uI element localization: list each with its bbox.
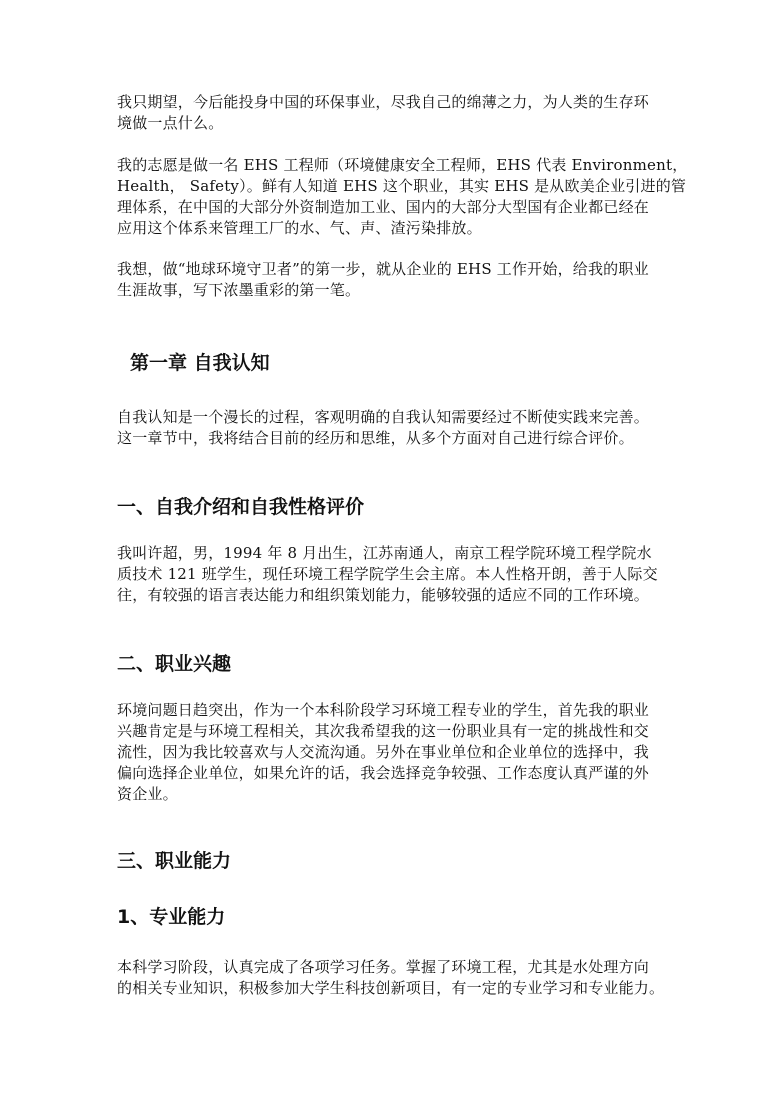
text-line: 我只期望，今后能投身中国的环保事业，尽我自己的绵薄之力，为人类的生存环 — [117, 93, 650, 111]
text-line: 我的志愿是做一名 EHS 工程师（环境健康安全工程师，EHS 代表 Environment， — [117, 156, 688, 174]
chapter-paragraph — [117, 407, 665, 449]
text-line: 往，有较强的语言表达能力和组织策划能力，能够较强的适应不同的工作环境。 — [117, 586, 650, 604]
intro-paragraph-3 — [117, 259, 665, 301]
text-line: 我叫许超，男，1994 年 8 月出生，江苏南通人，南京工程学院环境工程学院水 — [117, 544, 652, 562]
text-line: 境做一点什么。 — [117, 114, 224, 132]
text-line: 兴趣肯定是与环境工程相关，其次我希望我的这一份职业具有一定的挑战性和交 — [117, 722, 650, 740]
text-line: 资企业。 — [117, 785, 178, 803]
text-line: 应用这个体系来管理工厂的水、气、声、渣污染排放。 — [117, 219, 482, 237]
section-title-self-intro: 一、自我介绍和自我性格评价 — [117, 496, 365, 518]
section-title-career-interest: 二、职业兴趣 — [117, 653, 232, 675]
text-line: 生涯故事，写下浓墨重彩的第一笔。 — [117, 281, 361, 299]
section-paragraph-self-intro — [117, 543, 665, 606]
text-line: 这一章节中，我将结合目前的经历和思维，从多个方面对自己进行综合评价。 — [117, 429, 634, 447]
intro-paragraph-2 — [117, 155, 688, 239]
text-line: 理体系，在中国的大部分外资制造加工业、国内的大部分大型国有企业都已经在 — [117, 198, 650, 216]
text-line: 环境问题日趋突出，作为一个本科阶段学习环境工程专业的学生，首先我的职业 — [117, 701, 650, 719]
text-line: 自我认知是一个漫长的过程，客观明确的自我认知需要经过不断使实践来完善。 — [117, 408, 650, 426]
text-line: 的相关专业知识，积极参加大学生科技创新项目，有一定的专业学习和专业能力。 — [117, 979, 665, 997]
subsection-title-professional-ability: 1、专业能力 — [117, 906, 226, 928]
text-line: 流性，因为我比较喜欢与人交流沟通。另外在事业单位和企业单位的选择中，我 — [117, 743, 650, 761]
text-line: 质技术 121 班学生，现任环境工程学院学生会主席。本人性格开朗，善于人际交 — [117, 565, 658, 583]
text-line: Health， Safety）。鲜有人知道 EHS 这个职业，其实 EHS 是从欧美企业引进的管 — [117, 177, 687, 195]
text-line: 本科学习阶段，认真完成了各项学习任务。掌握了环境工程，尤其是水处理方向 — [117, 958, 650, 976]
text-line: 我想，做“地球环境守卫者”的第一步，就从企业的 EHS 工作开始，给我的职业 — [117, 260, 649, 278]
section-title-career-ability: 三、职业能力 — [117, 850, 232, 872]
subsection-paragraph-professional-ability — [117, 957, 665, 999]
text-line: 偏向选择企业单位，如果允许的话，我会选择竞争较强、工作态度认真严谨的外 — [117, 764, 650, 782]
section-paragraph-career-interest — [117, 700, 665, 805]
intro-paragraph-1 — [117, 92, 665, 134]
chapter-title: 第一章 自我认知 — [130, 352, 270, 374]
